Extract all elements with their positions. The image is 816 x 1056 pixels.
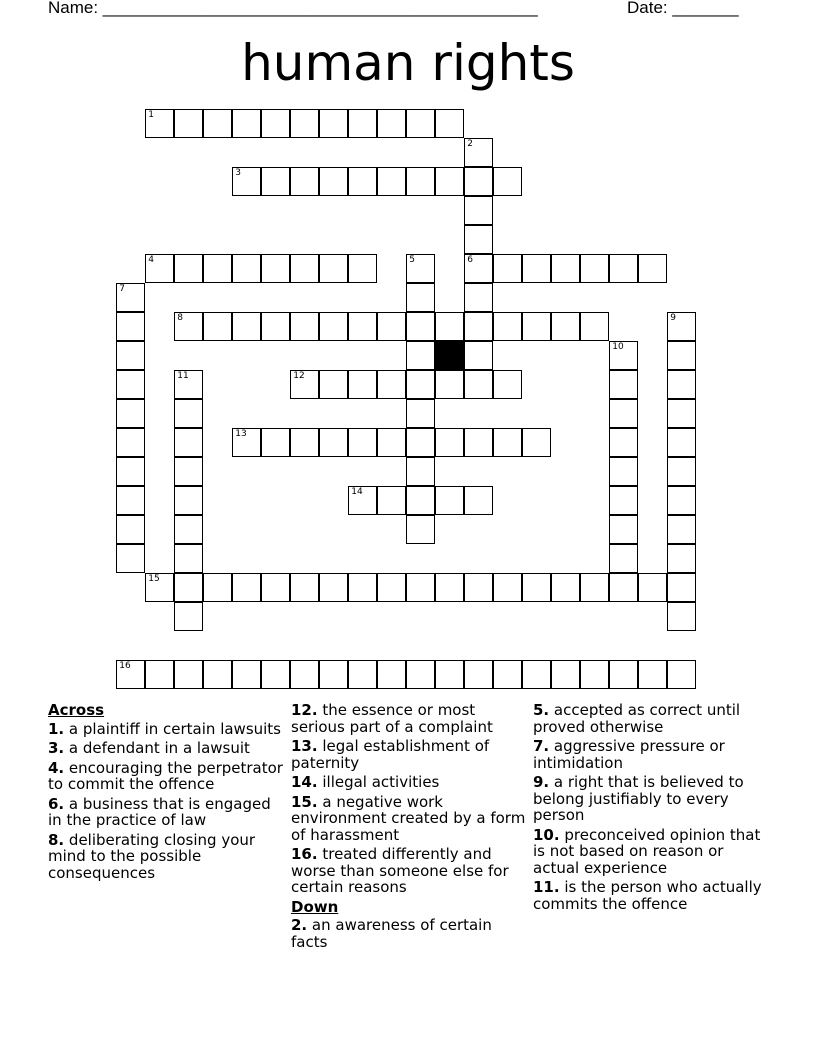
clue-text: is the person who actually commits the offence xyxy=(533,878,762,913)
grid-cell[interactable] xyxy=(609,399,638,428)
clue-number: 8. xyxy=(48,830,65,849)
grid-cell[interactable] xyxy=(174,486,203,515)
clue-number: 13 xyxy=(235,429,247,440)
grid-cell[interactable] xyxy=(580,660,609,689)
clue-item xyxy=(533,702,771,735)
clue-number: 13. xyxy=(291,737,318,755)
grid-cell[interactable] xyxy=(232,428,261,457)
grid-cell[interactable] xyxy=(551,312,580,341)
grid-cell[interactable] xyxy=(203,254,232,283)
grid-cell[interactable] xyxy=(406,370,435,399)
grid-cell[interactable] xyxy=(667,660,696,689)
clue-text: legal establishment of paternity xyxy=(291,737,490,772)
grid-cell[interactable] xyxy=(406,660,435,689)
grid-cell[interactable] xyxy=(406,399,435,428)
clue-number: 15 xyxy=(148,574,160,585)
clue-number: 2. xyxy=(291,916,308,934)
grid-cell[interactable] xyxy=(145,573,174,602)
clue-item xyxy=(291,774,529,791)
clue-text: treated differently and worse than someone else for certain reasons xyxy=(291,845,509,896)
grid-cell[interactable] xyxy=(667,370,696,399)
grid-cell[interactable] xyxy=(116,544,145,573)
grid-cell[interactable] xyxy=(406,428,435,457)
grid-cell[interactable] xyxy=(609,457,638,486)
grid-cell[interactable] xyxy=(348,312,377,341)
grid-cell[interactable] xyxy=(667,399,696,428)
clue-text: the essence or most serious part of a complaint xyxy=(291,701,493,736)
grid-cell[interactable] xyxy=(638,660,667,689)
clue-text: a negative work environment created by a form of harassment xyxy=(291,792,526,844)
grid-cell[interactable] xyxy=(290,109,319,138)
grid-cell[interactable] xyxy=(580,573,609,602)
clue-text: a business that is engaged in the practice of law xyxy=(48,794,271,829)
grid-cell[interactable] xyxy=(667,573,696,602)
grid-cell[interactable] xyxy=(609,254,638,283)
grid-cell[interactable] xyxy=(377,312,406,341)
grid-cell[interactable] xyxy=(174,399,203,428)
grid-cell[interactable] xyxy=(174,660,203,689)
grid-cell[interactable] xyxy=(116,283,145,312)
grid-cell[interactable] xyxy=(116,428,145,457)
grid-cell[interactable] xyxy=(232,312,261,341)
grid-cell[interactable] xyxy=(174,457,203,486)
grid-cell[interactable] xyxy=(377,370,406,399)
grid-cell[interactable] xyxy=(290,254,319,283)
date-field[interactable]: Date: _______ xyxy=(627,0,739,17)
grid-cell[interactable] xyxy=(174,428,203,457)
grid-cell[interactable] xyxy=(203,109,232,138)
grid-cell[interactable] xyxy=(638,254,667,283)
grid-cell[interactable] xyxy=(261,312,290,341)
grid-cell[interactable] xyxy=(464,196,493,225)
grid-cell[interactable] xyxy=(551,573,580,602)
clue-item xyxy=(48,740,286,757)
grid-cell[interactable] xyxy=(116,457,145,486)
grid-cell[interactable] xyxy=(203,573,232,602)
grid-cell[interactable] xyxy=(435,167,464,196)
grid-cell[interactable] xyxy=(406,283,435,312)
clue-number: 2 xyxy=(467,139,473,150)
grid-cell[interactable] xyxy=(493,660,522,689)
grid-cell[interactable] xyxy=(551,660,580,689)
clue-item xyxy=(48,796,286,829)
grid-cell[interactable] xyxy=(464,283,493,312)
grid-cell[interactable] xyxy=(551,254,580,283)
clue-text: deliberating closing your mind to the possible consequences xyxy=(48,830,256,882)
grid-cell[interactable] xyxy=(319,167,348,196)
grid-cell[interactable] xyxy=(319,254,348,283)
clue-text: encouraging the perpetrator to commit the offence xyxy=(48,758,283,793)
grid-cell[interactable] xyxy=(145,254,174,283)
page-title: human rights xyxy=(241,34,575,92)
clue-item xyxy=(533,879,771,912)
grid-cell[interactable] xyxy=(203,312,232,341)
grid-cell[interactable] xyxy=(464,225,493,254)
grid-cell[interactable] xyxy=(348,109,377,138)
grid-cell[interactable] xyxy=(174,515,203,544)
grid-cell[interactable] xyxy=(609,370,638,399)
clue-number: 4 xyxy=(148,255,154,266)
grid-cell[interactable] xyxy=(116,312,145,341)
grid-cell[interactable] xyxy=(667,312,696,341)
clue-text: preconceived opinion that is not based on reason or actual experience xyxy=(533,825,761,877)
grid-cell[interactable] xyxy=(667,602,696,631)
grid-cell[interactable] xyxy=(435,486,464,515)
clues-column-2 xyxy=(291,702,529,953)
grid-cell[interactable] xyxy=(116,486,145,515)
clue-item xyxy=(291,738,529,771)
clue-number: 1. xyxy=(48,719,65,738)
clue-item xyxy=(48,832,286,882)
grid-cell[interactable] xyxy=(406,457,435,486)
grid-cell[interactable] xyxy=(609,486,638,515)
grid-cell[interactable] xyxy=(493,370,522,399)
grid-cell[interactable] xyxy=(348,370,377,399)
grid-cell[interactable] xyxy=(406,167,435,196)
grid-cell[interactable] xyxy=(667,341,696,370)
grid-cell[interactable] xyxy=(174,573,203,602)
grid-cell[interactable] xyxy=(261,428,290,457)
grid-cell[interactable] xyxy=(580,312,609,341)
grid-cell[interactable] xyxy=(319,370,348,399)
clue-number: 3 xyxy=(235,168,241,179)
clue-item xyxy=(533,738,771,771)
grid-cell[interactable] xyxy=(493,312,522,341)
clue-number: 12. xyxy=(291,701,318,719)
grid-cell[interactable] xyxy=(348,486,377,515)
grid-cell[interactable] xyxy=(116,399,145,428)
clue-number: 11. xyxy=(533,878,560,896)
grid-cell[interactable] xyxy=(377,167,406,196)
grid-cell[interactable] xyxy=(261,109,290,138)
grid-cell[interactable] xyxy=(464,138,493,167)
grid-cell[interactable] xyxy=(464,341,493,370)
grid-cell[interactable] xyxy=(348,660,377,689)
clue-number: 7. xyxy=(533,737,550,755)
grid-cell[interactable] xyxy=(464,660,493,689)
clue-item xyxy=(48,760,286,793)
clue-number: 9 xyxy=(670,313,676,324)
grid-cell[interactable] xyxy=(638,573,667,602)
clues-column-3 xyxy=(533,702,771,915)
clue-item xyxy=(48,721,286,738)
clue-number: 8 xyxy=(177,313,183,324)
grid-cell[interactable] xyxy=(464,167,493,196)
name-field[interactable]: Name: ______________________________________________ xyxy=(48,0,538,17)
grid-cell[interactable] xyxy=(522,312,551,341)
grid-cell[interactable] xyxy=(377,573,406,602)
clue-text: a defendant in a lawsuit xyxy=(68,739,250,757)
clue-number: 6 xyxy=(467,255,473,266)
grid-cell[interactable] xyxy=(406,254,435,283)
grid-cell[interactable] xyxy=(406,109,435,138)
grid-cell[interactable] xyxy=(319,660,348,689)
grid-cell[interactable] xyxy=(580,254,609,283)
clue-text: a plaintiff in certain lawsuits xyxy=(68,719,282,738)
grid-cell[interactable] xyxy=(377,428,406,457)
clue-number: 10. xyxy=(533,825,560,844)
grid-cell[interactable] xyxy=(493,428,522,457)
grid-cell[interactable] xyxy=(493,254,522,283)
grid-cell[interactable] xyxy=(174,370,203,399)
clue-number: 5 xyxy=(409,255,415,266)
grid-cell[interactable] xyxy=(348,428,377,457)
grid-cell[interactable] xyxy=(319,109,348,138)
grid-cell[interactable] xyxy=(464,312,493,341)
grid-cell[interactable] xyxy=(435,660,464,689)
grid-cell[interactable] xyxy=(116,660,145,689)
grid-cell[interactable] xyxy=(435,573,464,602)
grid-cell[interactable] xyxy=(261,167,290,196)
grid-cell[interactable] xyxy=(522,660,551,689)
grid-cell[interactable] xyxy=(348,254,377,283)
clue-number: 11 xyxy=(177,371,189,382)
grid-cell[interactable] xyxy=(406,515,435,544)
clue-number: 12 xyxy=(293,371,305,382)
grid-cell[interactable] xyxy=(174,254,203,283)
clue-item xyxy=(533,827,771,877)
grid-cell[interactable] xyxy=(174,544,203,573)
grid-cell[interactable] xyxy=(290,312,319,341)
clue-number: 3. xyxy=(48,739,65,757)
grid-cell[interactable] xyxy=(319,312,348,341)
clue-text: a right that is believed to belong justifiably to every person xyxy=(533,773,744,824)
clue-number: 4. xyxy=(48,758,65,777)
grid-cell[interactable] xyxy=(319,573,348,602)
clue-text: accepted as correct until proved otherwise xyxy=(533,701,741,736)
clue-number: 14. xyxy=(291,773,318,791)
grid-cell[interactable] xyxy=(464,486,493,515)
grid-cell[interactable] xyxy=(116,341,145,370)
black-cell xyxy=(435,341,464,370)
clue-item xyxy=(291,846,529,896)
clue-item xyxy=(291,794,529,844)
grid-cell[interactable] xyxy=(232,573,261,602)
grid-cell[interactable] xyxy=(435,312,464,341)
clue-number: 16. xyxy=(291,845,318,863)
grid-cell[interactable] xyxy=(348,167,377,196)
clue-number: 7 xyxy=(119,284,125,295)
clue-text: aggressive pressure or intimidation xyxy=(533,737,725,772)
grid-cell[interactable] xyxy=(667,544,696,573)
across-heading: Across xyxy=(48,701,105,719)
grid-cell[interactable] xyxy=(435,109,464,138)
grid-cell[interactable] xyxy=(522,254,551,283)
grid-cell[interactable] xyxy=(406,341,435,370)
grid-cell[interactable] xyxy=(406,573,435,602)
clue-number: 16 xyxy=(119,661,131,672)
grid-cell[interactable] xyxy=(261,660,290,689)
grid-cell[interactable] xyxy=(667,515,696,544)
grid-cell[interactable] xyxy=(464,254,493,283)
grid-cell[interactable] xyxy=(203,660,232,689)
grid-cell[interactable] xyxy=(377,660,406,689)
clue-number: 9. xyxy=(533,773,550,791)
grid-cell[interactable] xyxy=(609,544,638,573)
clue-number: 14 xyxy=(351,487,363,498)
grid-cell[interactable] xyxy=(522,573,551,602)
grid-cell[interactable] xyxy=(464,370,493,399)
grid-cell[interactable] xyxy=(290,573,319,602)
clue-text: illegal activities xyxy=(322,773,440,791)
grid-cell[interactable] xyxy=(667,457,696,486)
grid-cell[interactable] xyxy=(319,428,348,457)
grid-cell[interactable] xyxy=(232,167,261,196)
grid-cell[interactable] xyxy=(174,602,203,631)
grid-cell[interactable] xyxy=(261,254,290,283)
grid-cell[interactable] xyxy=(609,515,638,544)
clue-number: 6. xyxy=(48,794,65,813)
grid-cell[interactable] xyxy=(290,428,319,457)
grid-cell[interactable] xyxy=(667,428,696,457)
grid-cell[interactable] xyxy=(609,573,638,602)
grid-cell[interactable] xyxy=(522,428,551,457)
grid-cell[interactable] xyxy=(232,660,261,689)
down-heading: Down xyxy=(291,897,339,916)
clue-number: 15. xyxy=(291,792,318,811)
clue-text: an awareness of certain facts xyxy=(291,916,492,951)
grid-cell[interactable] xyxy=(116,370,145,399)
grid-cell[interactable] xyxy=(290,660,319,689)
grid-cell[interactable] xyxy=(609,660,638,689)
clues-column-1 xyxy=(48,702,286,884)
grid-cell[interactable] xyxy=(464,573,493,602)
grid-cell[interactable] xyxy=(493,573,522,602)
grid-cell[interactable] xyxy=(435,370,464,399)
clue-number: 1 xyxy=(148,110,154,121)
grid-cell[interactable] xyxy=(232,254,261,283)
grid-cell[interactable] xyxy=(406,486,435,515)
grid-cell[interactable] xyxy=(116,515,145,544)
grid-cell[interactable] xyxy=(290,370,319,399)
grid-cell[interactable] xyxy=(174,109,203,138)
grid-cell[interactable] xyxy=(609,341,638,370)
grid-cell[interactable] xyxy=(377,109,406,138)
grid-cell[interactable] xyxy=(609,428,638,457)
clue-item xyxy=(291,917,529,950)
grid-cell[interactable] xyxy=(435,428,464,457)
clue-item xyxy=(291,702,529,735)
clue-number: 10 xyxy=(612,342,624,353)
grid-cell[interactable] xyxy=(667,486,696,515)
grid-cell[interactable] xyxy=(232,109,261,138)
grid-cell[interactable] xyxy=(348,573,377,602)
grid-cell[interactable] xyxy=(174,312,203,341)
grid-cell[interactable] xyxy=(464,428,493,457)
grid-cell[interactable] xyxy=(290,167,319,196)
clue-item xyxy=(533,774,771,824)
grid-cell[interactable] xyxy=(377,486,406,515)
grid-cell[interactable] xyxy=(145,660,174,689)
grid-cell[interactable] xyxy=(406,312,435,341)
grid-cell[interactable] xyxy=(145,109,174,138)
clue-number: 5. xyxy=(533,701,550,719)
grid-cell[interactable] xyxy=(261,573,290,602)
grid-cell[interactable] xyxy=(493,167,522,196)
